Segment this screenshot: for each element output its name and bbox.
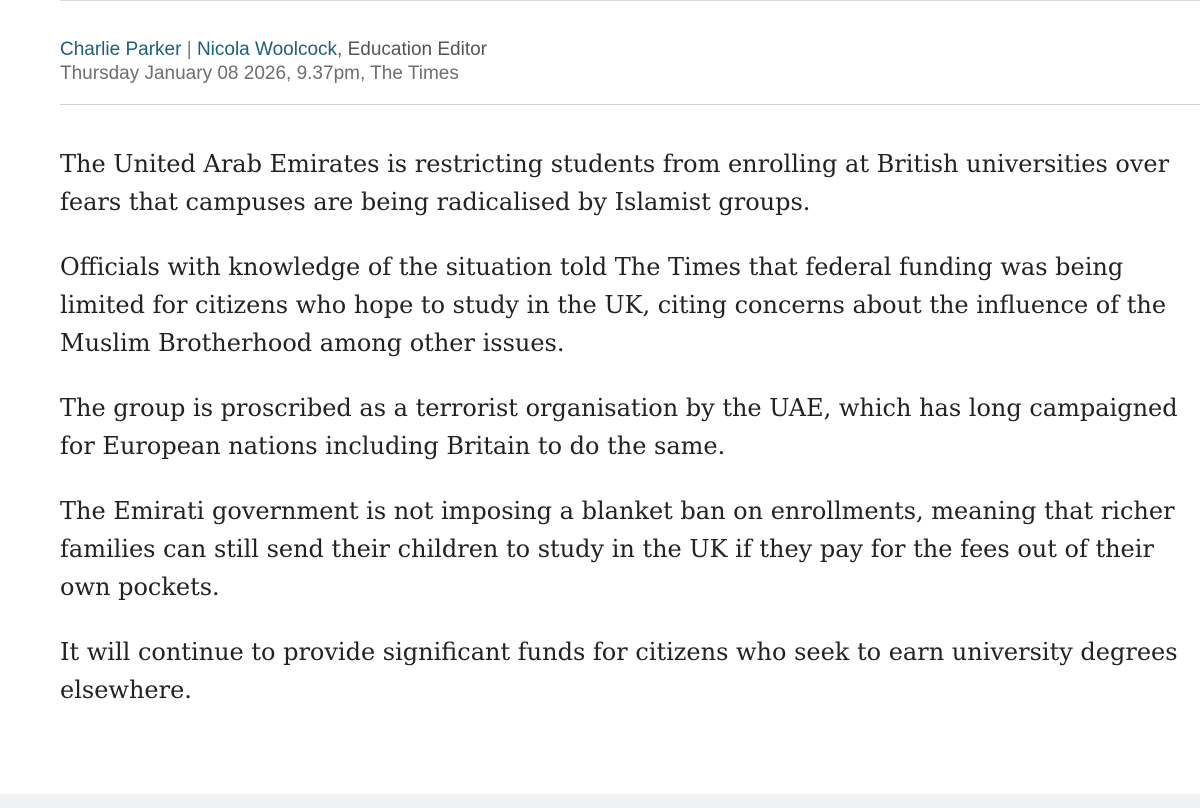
article-body: [60, 145, 1190, 736]
footer-band: [0, 794, 1200, 808]
article-paragraph: The Emirati government is not imposing a blanket ban on enrollments, meaning that richer families can still send their children to study in the UK if they pay for the fees out of their own pockets.: [60, 497, 1175, 601]
article-paragraph: It will continue to provide significant funds for citizens who seek to earn university degrees elsewhere.: [60, 638, 1178, 704]
article-paragraph: The United Arab Emirates is restricting students from enrolling at British universities over fears that campuses are being radicalised by Islamist groups.: [60, 150, 1170, 216]
author-role: , Education Editor: [337, 39, 488, 60]
author-link-nicola-woolcock[interactable]: Nicola Woolcock: [196, 39, 338, 60]
byline-divider: [60, 104, 1200, 105]
article-paragraph: The group is proscribed as a terrorist organisation by the UAE, which has long campaigned for European nations including Britain to do the same.: [60, 394, 1178, 460]
author-link-charlie-parker[interactable]: Charlie Parker: [60, 39, 182, 60]
byline-separator: |: [186, 39, 192, 60]
publish-dateline: Thursday January 08 2026, 9.37pm, The Times: [60, 63, 459, 84]
byline: [60, 38, 487, 62]
top-divider: [60, 0, 1200, 1]
article-paragraph: Officials with knowledge of the situation told The Times that federal funding was being limited for citizens who hope to study in the UK, citing concerns about the influence of the Muslim Brotherhood among other issues.: [60, 253, 1167, 357]
